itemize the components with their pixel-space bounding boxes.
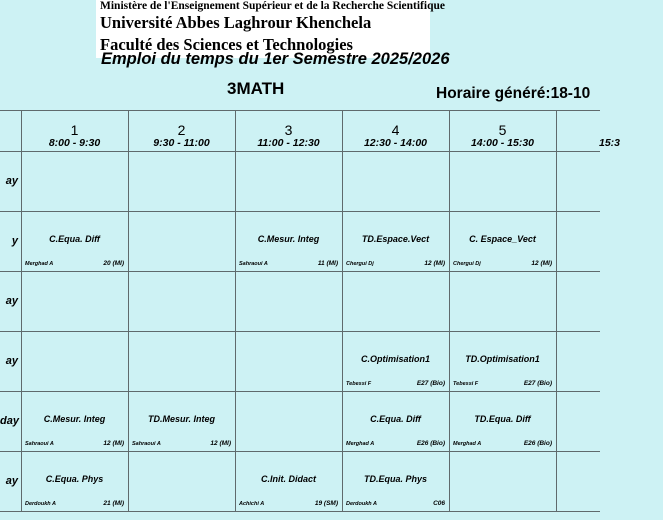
slot-time: 15:3 [598,137,620,149]
day-label: y [11,235,18,247]
slot-number: 3 [284,122,293,138]
session-room: 11 (MI) [317,260,338,267]
session-cell[interactable] [21,211,128,271]
grid-line [0,151,600,152]
slot-time: 14:00 - 15:30 [470,137,535,149]
schedule-title: Emploi du temps du 1er Semestre 2025/2026 [101,50,450,68]
session-module: TD.Mesur. Integ [147,414,215,424]
session-professor: Merghad A [25,261,54,267]
session-room: 12 (MI) [424,260,445,267]
slot-time: 9:30 - 11:00 [153,137,210,149]
session-room: 12 (MI) [210,440,231,447]
session-professor: Tebessi F [346,381,372,387]
session-room: 19 (SM) [314,500,338,507]
day-label: day [0,415,19,427]
session-cell[interactable] [235,211,342,271]
session-room: E26 (Bio) [416,440,445,447]
slot-number: 2 [177,122,186,138]
session-room: 20 (MI) [103,260,124,267]
session-module: C.Mesur. Integ [43,414,106,424]
slot-number: 4 [391,122,400,138]
session-cell[interactable] [235,451,342,511]
ministry-name: Ministère de l'Enseignement Supérieur et de la Recherche Scientifique [100,0,445,12]
session-professor: Chergui Dj [346,261,374,267]
session-professor: Derdoukh A [346,501,377,507]
session-module: C.Optimisation1 [360,354,430,364]
day-label: ay [5,355,18,367]
session-module: TD.Optimisation1 [465,354,540,364]
session-professor: Achichi A [239,501,265,507]
session-module: TD.Espace.Vect [361,234,430,244]
day-label: ay [5,175,18,187]
session-professor: Derdoukh A [25,501,56,507]
session-cell[interactable] [128,391,235,451]
session-room: 12 (MI) [103,440,124,447]
session-cell[interactable] [342,211,449,271]
session-cell[interactable] [449,391,556,451]
slot-number: 5 [498,122,507,138]
slot-time: 11:00 - 12:30 [257,137,320,149]
session-module: TD.Equa. Phys [363,474,427,484]
session-room: 21 (MI) [103,500,124,507]
session-module: C.Mesur. Integ [257,234,320,244]
session-module: C. Espace_Vect [469,234,536,244]
slot-time: 12:30 - 14:00 [363,137,428,149]
session-module: C.Equa. Phys [45,474,104,484]
session-module: C.Equa. Diff [49,234,100,244]
session-cell[interactable] [449,211,556,271]
grid-line [0,511,600,512]
session-module: C.Init. Didact [260,474,316,484]
session-room: C06 [433,500,445,507]
grid-line [556,110,557,511]
session-module: C.Equa. Diff [370,414,421,424]
session-professor: Sahraoui A [25,441,54,447]
session-professor: Sahraoui A [132,441,161,447]
slot-time: 8:00 - 9:30 [48,137,101,149]
session-room: E26 (Bio) [523,440,552,447]
faculty-name: Faculté des Sciences et Technologies [100,35,353,54]
day-label: ay [5,475,18,487]
session-cell[interactable] [21,391,128,451]
session-module: TD.Equa. Diff [474,414,531,424]
session-room: 12 (MI) [531,260,552,267]
session-cell[interactable] [342,391,449,451]
class-name: 3MATH [227,79,285,98]
session-cell[interactable] [21,451,128,511]
grid-line [0,271,600,272]
session-professor: Merghad A [346,441,375,447]
session-cell[interactable] [449,331,556,391]
session-cell[interactable] [342,451,449,511]
session-cell[interactable] [342,331,449,391]
day-label: ay [5,295,18,307]
slot-number: 1 [70,122,79,138]
grid-line [0,110,600,111]
session-professor: Chergui Dj [453,261,481,267]
session-professor: Sahraoui A [239,261,268,267]
session-room: E27 (Bio) [523,380,552,387]
session-professor: Merghad A [453,441,482,447]
session-room: E27 (Bio) [416,380,445,387]
university-name: Université Abbes Laghrour Khenchela [100,13,372,32]
session-professor: Tebessi F [453,381,479,387]
generated-date: Horaire généré:18-10 [436,85,591,102]
